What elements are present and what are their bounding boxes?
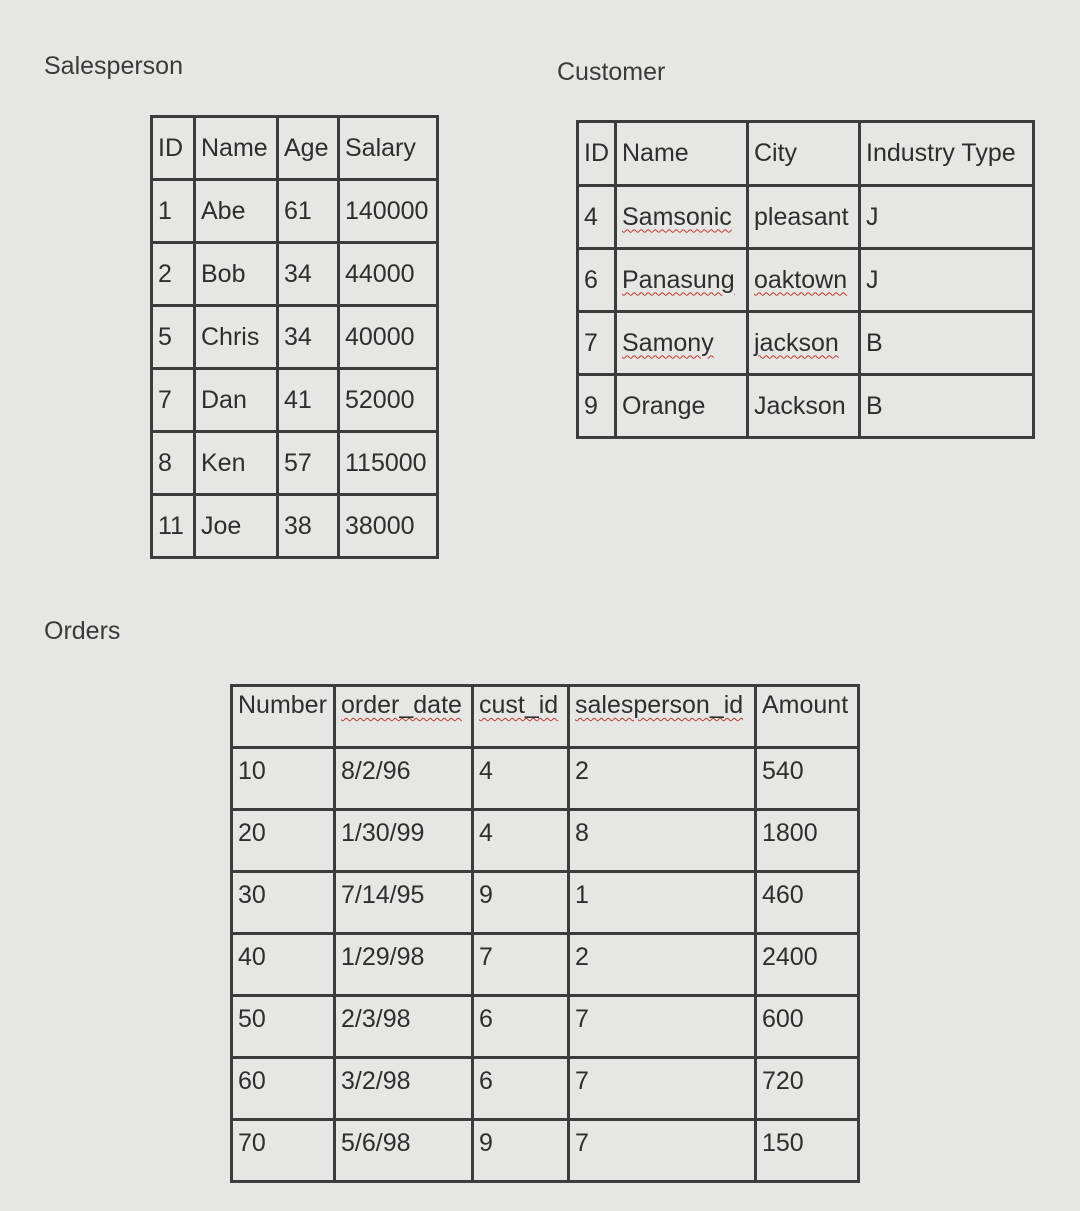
table-cell: 150 [756,1120,859,1182]
table-cell: 6 [473,996,569,1058]
table-row [152,243,438,306]
table-cell: 7 [152,369,195,432]
table-cell: 40 [232,934,335,996]
column-header: Name [616,122,748,186]
table-row [578,312,1034,375]
table-cell: J [860,186,1034,249]
table-header-row [232,686,859,748]
table-cell: B [860,375,1034,438]
misspelled-word: cust_id [479,691,559,719]
table-cell: 540 [756,748,859,810]
table-cell: 30 [232,872,335,934]
table-cell: Dan [195,369,278,432]
table-cell: 8/2/96 [335,748,473,810]
table-cell: Abe [195,180,278,243]
table-cell: 11 [152,495,195,558]
table-cell: 460 [756,872,859,934]
table-row [578,375,1034,438]
misspelled-word: Samony [622,328,714,357]
table-cell: 34 [278,243,339,306]
table-cell: 4 [578,186,616,249]
table-cell: 6 [473,1058,569,1120]
table-row [152,495,438,558]
table-row [232,810,859,872]
table-cell: 8 [569,810,756,872]
table-cell: 2 [569,934,756,996]
table-cell: Chris [195,306,278,369]
misspelled-word: salesperson_id [575,691,744,719]
table-row [578,249,1034,312]
misspelled-word: Samsonic [622,202,732,231]
salesperson-title: Salesperson [44,52,183,80]
table-cell: 1800 [756,810,859,872]
table-cell: 57 [278,432,339,495]
table-cell: B [860,312,1034,375]
table-row [578,186,1034,249]
column-header: ID [578,122,616,186]
misspelled-word: jackson [754,328,839,357]
table-cell: pleasant [748,186,860,249]
table-cell: 2 [569,748,756,810]
orders-title: Orders [44,617,121,645]
table-cell: 52000 [339,369,438,432]
table-cell: 38000 [339,495,438,558]
table-cell: 6 [578,249,616,312]
table-cell: 7 [473,934,569,996]
table-cell: 7/14/95 [335,872,473,934]
table-row [152,180,438,243]
table-cell: 2400 [756,934,859,996]
table-cell: 7 [569,996,756,1058]
table-cell: Bob [195,243,278,306]
table-cell: J [860,249,1034,312]
table-cell: 60 [232,1058,335,1120]
table-cell [616,312,748,375]
misspelled-word: order_date [341,691,462,719]
table-cell: 4 [473,748,569,810]
table-cell: 61 [278,180,339,243]
table-cell: 720 [756,1058,859,1120]
table-cell: 9 [578,375,616,438]
table-cell: 41 [278,369,339,432]
column-header: Salary [339,117,438,180]
table-row [232,996,859,1058]
table-cell: 10 [232,748,335,810]
table-cell [616,186,748,249]
table-row [232,934,859,996]
table-cell: 1 [569,872,756,934]
column-header [473,686,569,748]
table-cell: 5 [152,306,195,369]
table-cell: 5/6/98 [335,1120,473,1182]
column-header: Number [232,686,335,748]
table-cell: Joe [195,495,278,558]
table-cell: Orange [616,375,748,438]
table-cell: 2 [152,243,195,306]
table-row [232,1120,859,1182]
table-row [152,369,438,432]
table-cell: 7 [569,1120,756,1182]
table-cell [748,249,860,312]
table-cell: 600 [756,996,859,1058]
column-header: Industry Type [860,122,1034,186]
table-header-row [578,122,1034,186]
table-cell: 1/29/98 [335,934,473,996]
column-header: ID [152,117,195,180]
customer-table [576,120,1035,439]
table-cell: 7 [578,312,616,375]
table-cell: Ken [195,432,278,495]
misspelled-word: Panasung [622,265,735,294]
misspelled-word: oaktown [754,265,848,294]
table-cell: 9 [473,872,569,934]
orders-table [230,684,860,1183]
salesperson-table [150,115,439,559]
table-cell: 70 [232,1120,335,1182]
table-row [232,1058,859,1120]
table-cell: 50 [232,996,335,1058]
table-cell: 1/30/99 [335,810,473,872]
table-cell: 2/3/98 [335,996,473,1058]
table-cell: 34 [278,306,339,369]
customer-title: Customer [557,58,666,86]
table-cell: Jackson [748,375,860,438]
table-row [152,306,438,369]
column-header: Name [195,117,278,180]
column-header: Age [278,117,339,180]
table-cell: 20 [232,810,335,872]
column-header: City [748,122,860,186]
table-cell: 38 [278,495,339,558]
table-row [152,432,438,495]
table-row [232,748,859,810]
table-cell: 4 [473,810,569,872]
table-header-row [152,117,438,180]
table-cell [616,249,748,312]
table-cell: 7 [569,1058,756,1120]
column-header [569,686,756,748]
table-cell: 8 [152,432,195,495]
table-cell: 140000 [339,180,438,243]
table-cell [748,312,860,375]
column-header [335,686,473,748]
table-cell: 1 [152,180,195,243]
table-cell: 9 [473,1120,569,1182]
table-cell: 3/2/98 [335,1058,473,1120]
table-row [232,872,859,934]
table-cell: 115000 [339,432,438,495]
column-header: Amount [756,686,859,748]
table-cell: 40000 [339,306,438,369]
table-cell: 44000 [339,243,438,306]
